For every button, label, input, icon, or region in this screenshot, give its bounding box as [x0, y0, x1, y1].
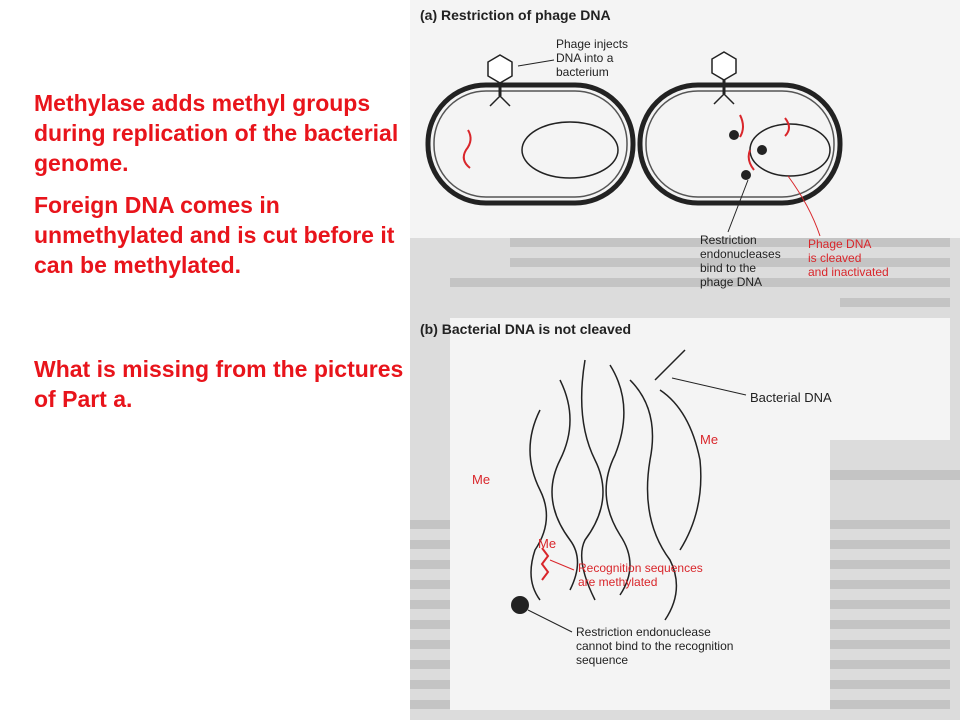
label-phage-injects: Phage injects DNA into a bacterium — [556, 37, 629, 79]
me-label-1: Me — [700, 432, 719, 447]
me-label-2: Me — [472, 472, 491, 487]
paragraph-question: What is missing from the pictures of Part a. — [34, 356, 404, 412]
me-label-3: Me — [538, 536, 557, 551]
label-restriction-endonucleases: Restriction endonucleases bind to the phage DNA — [700, 233, 781, 289]
figure-svg — [410, 0, 960, 720]
panel-a-title: (a) Restriction of phage DNA — [420, 7, 611, 23]
textbook-figure — [410, 0, 960, 720]
slide-text — [34, 88, 404, 426]
paragraph-foreign-dna: Foreign DNA comes in unmethylated and is cut before it can be methylated. — [34, 192, 395, 278]
label-recognition-sequences: Recognition sequences are methylated — [578, 561, 703, 589]
restriction-enzyme-blob — [511, 596, 529, 614]
label-bacterial-dna: Bacterial DNA — [750, 390, 832, 405]
panel-b-title: (b) Bacterial DNA is not cleaved — [420, 321, 632, 337]
label-cannot-bind: Restriction endonuclease cannot bind to the recognition sequence — [576, 625, 734, 667]
label-phage-cleaved: Phage DNA is cleaved and inactivated — [808, 237, 889, 279]
paragraph-methylase: Methylase adds methyl groups during replication of the bacterial genome. — [34, 90, 399, 176]
